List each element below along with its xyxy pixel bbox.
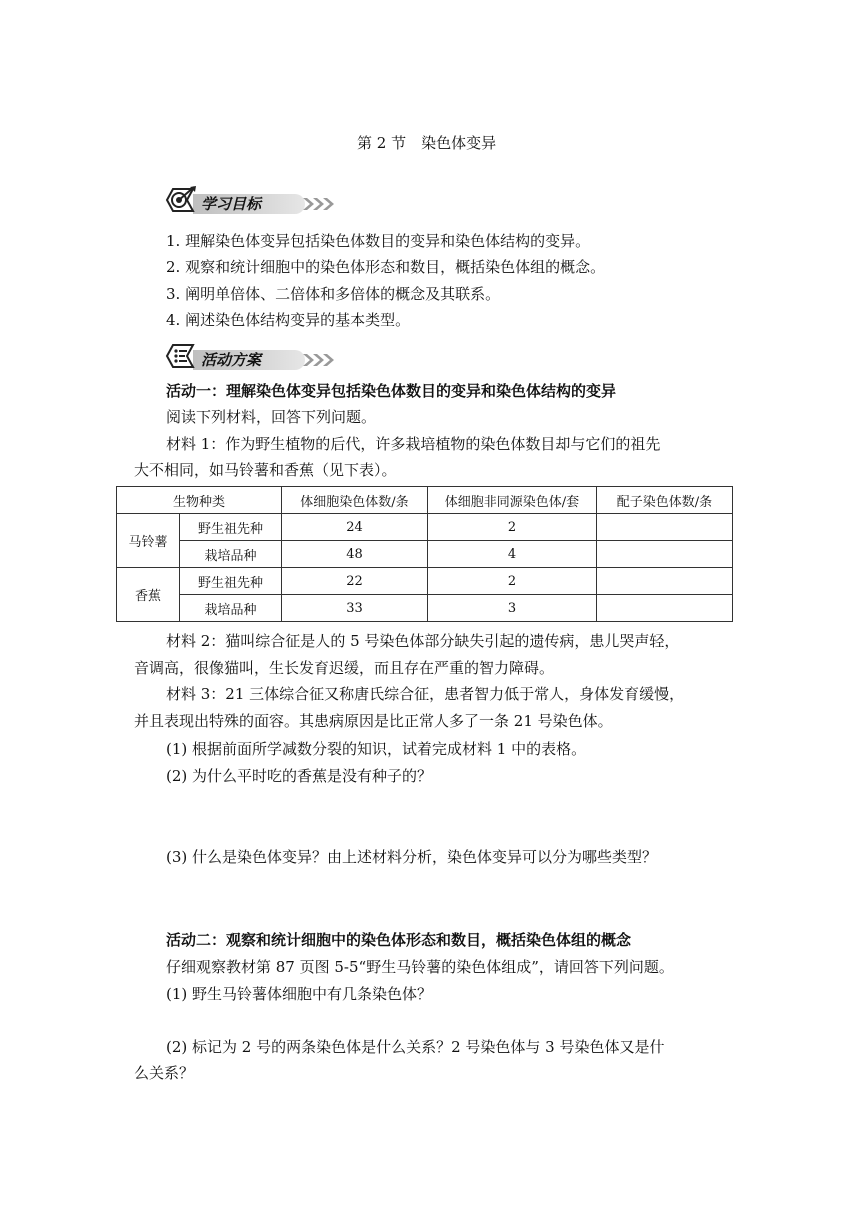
activity1-heading: 活动一：理解染色体变异包括染色体数目的变异和染色体结构的变异 <box>166 382 617 400</box>
table-row <box>117 514 733 541</box>
gamete-count-cell[interactable] <box>597 541 733 568</box>
activity2-heading: 活动二：观察和统计细胞中的染色体形态和数目，概括染色体组的概念 <box>166 931 632 949</box>
variety-cell: 野生祖先种 <box>180 568 282 595</box>
question: (1) 野生马铃薯体细胞中有几条染色体？ <box>166 985 433 1003</box>
set-count-cell: 4 <box>428 541 597 568</box>
somatic-count-cell: 33 <box>282 595 428 622</box>
gamete-count-cell[interactable] <box>597 514 733 541</box>
table-header-cell: 体细胞染色体数/条 <box>282 487 428 514</box>
material2-line: 音调高，很像猫叫，生长发育迟缓，而且存在严重的智力障碍。 <box>134 659 555 677</box>
question: (2) 为什么平时吃的香蕉是没有种子的？ <box>166 767 433 785</box>
material1-line: 大不相同，如马铃薯和香蕉（见下表）。 <box>134 461 397 479</box>
table-row <box>117 568 733 595</box>
page-title: 第 2 节 染色体变异 <box>357 134 497 152</box>
variety-cell: 野生祖先种 <box>180 514 282 541</box>
somatic-count-cell: 48 <box>282 541 428 568</box>
objective-item: 3. 阐明单倍体、二倍体和多倍体的概念及其联系。 <box>166 285 501 303</box>
material3-line: 材料 3：21 三体综合征又称唐氏综合征，患者智力低于常人，身体发育缓慢， <box>166 685 685 703</box>
variety-cell: 栽培品种 <box>180 541 282 568</box>
objective-item: 1. 理解染色体变异包括染色体数目的变异和染色体结构的变异。 <box>166 232 591 250</box>
table-row <box>117 595 733 622</box>
question: (2) 标记为 2 号的两条染色体是什么关系？2 号染色体与 3 号染色体又是什 <box>166 1038 665 1056</box>
plan-banner-label: 活动方案 <box>201 351 262 369</box>
table-header-row <box>117 487 733 514</box>
chevrons-icon <box>301 350 337 370</box>
gamete-count-cell[interactable] <box>597 595 733 622</box>
somatic-count-cell: 22 <box>282 568 428 595</box>
variety-cell: 栽培品种 <box>180 595 282 622</box>
material2-line: 材料 2：猫叫综合征是人的 5 号染色体部分缺失引起的遗传病，患儿哭声轻， <box>166 632 680 650</box>
list-icon <box>163 342 197 372</box>
question: (3) 什么是染色体变异？由上述材料分析，染色体变异可以分为哪些类型？ <box>166 848 658 866</box>
species-cell: 香蕉 <box>117 568 180 622</box>
plan-banner <box>163 342 343 372</box>
chevrons-icon <box>301 194 337 214</box>
activity1-intro: 阅读下列材料，回答下列问题。 <box>166 408 377 426</box>
chromosome-table <box>116 486 733 622</box>
material3-line: 并且表现出特殊的面容。其患病原因是比正常人多了一条 21 号染色体。 <box>134 712 613 730</box>
somatic-count-cell: 24 <box>282 514 428 541</box>
table-header-cell: 体细胞非同源染色体/套 <box>428 487 597 514</box>
table-row <box>117 541 733 568</box>
table-header-cell: 生物种类 <box>117 487 282 514</box>
set-count-cell: 2 <box>428 514 597 541</box>
activity2-intro: 仔细观察教材第 87 页图 5-5“野生马铃薯的染色体组成”，请回答下列问题。 <box>166 958 674 976</box>
target-icon <box>163 186 197 216</box>
species-cell: 马铃薯 <box>117 514 180 568</box>
question: (1) 根据前面所学减数分裂的知识，试着完成材料 1 中的表格。 <box>166 740 587 758</box>
set-count-cell: 3 <box>428 595 597 622</box>
table-header-cell: 配子染色体数/条 <box>597 487 733 514</box>
objectives-banner-label: 学习目标 <box>201 195 262 213</box>
set-count-cell: 2 <box>428 568 597 595</box>
gamete-count-cell[interactable] <box>597 568 733 595</box>
question: 么关系？ <box>134 1064 195 1082</box>
objectives-banner <box>163 186 343 216</box>
objective-item: 4. 阐述染色体结构变异的基本类型。 <box>166 311 411 329</box>
objective-item: 2. 观察和统计细胞中的染色体形态和数目，概括染色体组的概念。 <box>166 258 606 276</box>
material1-line: 材料 1：作为野生植物的后代，许多栽培植物的染色体数目却与它们的祖先 <box>166 435 661 453</box>
